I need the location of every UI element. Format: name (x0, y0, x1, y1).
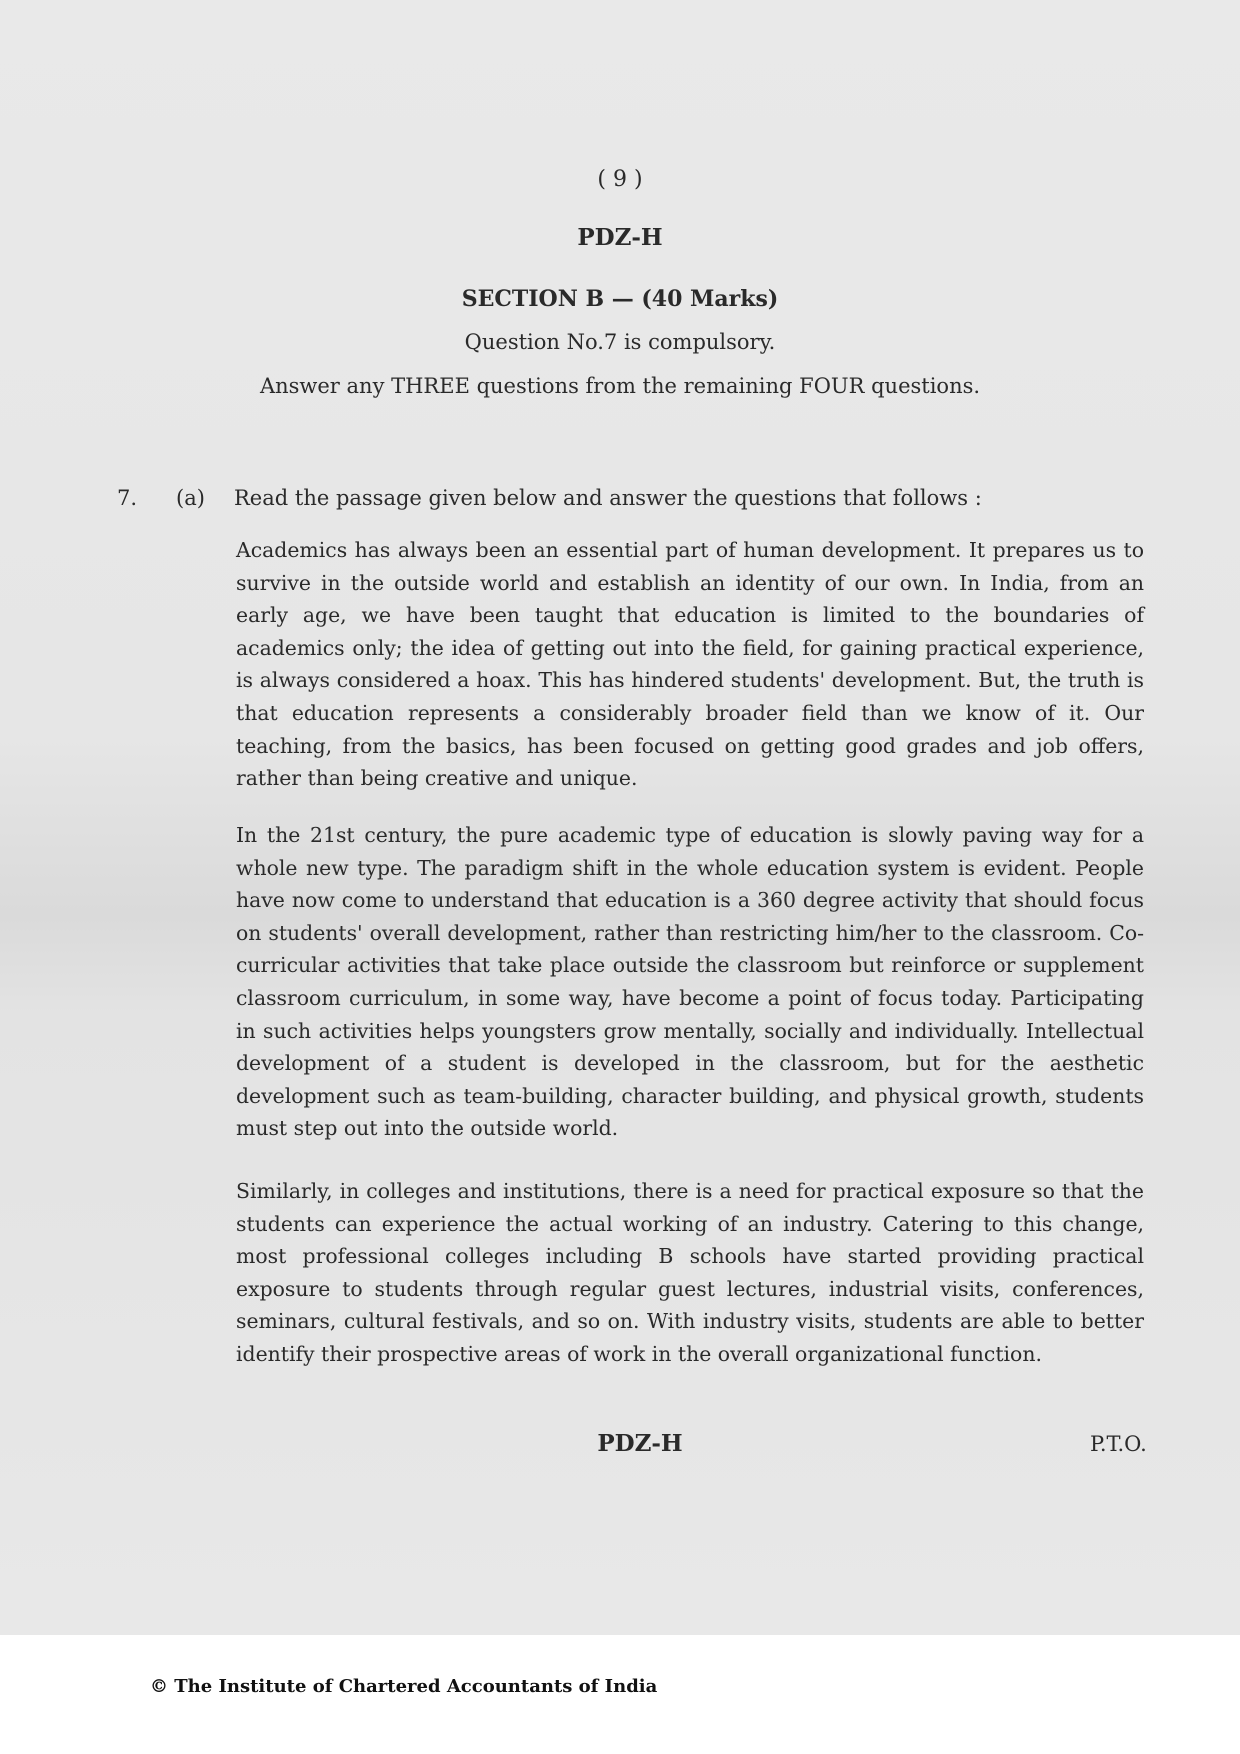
choice-instruction: Answer any THREE questions from the remaining FOUR questions. (259, 374, 981, 398)
passage-paragraph-1: Academics has always been an essential part of human development. It prepares us to survive in the outside world and establish an identity of our own. In India, from an early age, we have been taught that education is limited to the boundaries of academics only; the idea of getting out into the field, for gaining practical experience, is always considered a hoax. This has hindered students' development. But, the truth is that education represents a considerably broader field than we know of it. Our teaching, from the basics, has been focused on getting good grades and job offers, rather than being creative and unique. (236, 538, 1144, 791)
question-prompt: Read the passage given below and answer the questions that follows : (234, 486, 982, 510)
passage-paragraph-2: In the 21st century, the pure academic type of education is slowly paving way for a whole new type. The paradigm shift in the whole education system is evident. People have now come to understand that education is a 360 degree activity that should focus on students' overall development, rather than restricting him/her to the classroom. Co-curricular activities that take place outside the classroom but reinforce or supplement classroom curriculum, in some way, have become a point of focus today. Participating in such activities helps youngsters grow mentally, socially and individually. Intellectual development of a student is developed in the classroom, but for the aesthetic development such as team-building, character building, and physical growth, students must step out into the outside world. (236, 823, 1144, 1141)
please-turn-over: P.T.O. (1090, 1432, 1147, 1456)
paper-code-footer: PDZ-H (597, 1430, 683, 1457)
page-number: ( 9 ) (597, 167, 643, 192)
paper-code-header: PDZ-H (577, 224, 663, 251)
compulsory-instruction: Question No.7 is compulsory. (464, 330, 776, 354)
section-title: SECTION B — (40 Marks) (461, 286, 779, 312)
question-part: (a) (176, 486, 205, 510)
question-number: 7. (117, 486, 138, 510)
passage-paragraph-3: Similarly, in colleges and institutions, there is a need for practical exposure so that the students can experience the actual working of an industry. Catering to this change, most professional colleges including B schools have started providing practical exposure to students through regular guest lectures, industrial visits, conferences, seminars, cultural festivals, and so on. With industry visits, students are able to better identify their prospective areas of work in the overall organizational function. (236, 1179, 1144, 1366)
copyright-notice: © The Institute of Chartered Accountants of India (150, 1676, 658, 1697)
